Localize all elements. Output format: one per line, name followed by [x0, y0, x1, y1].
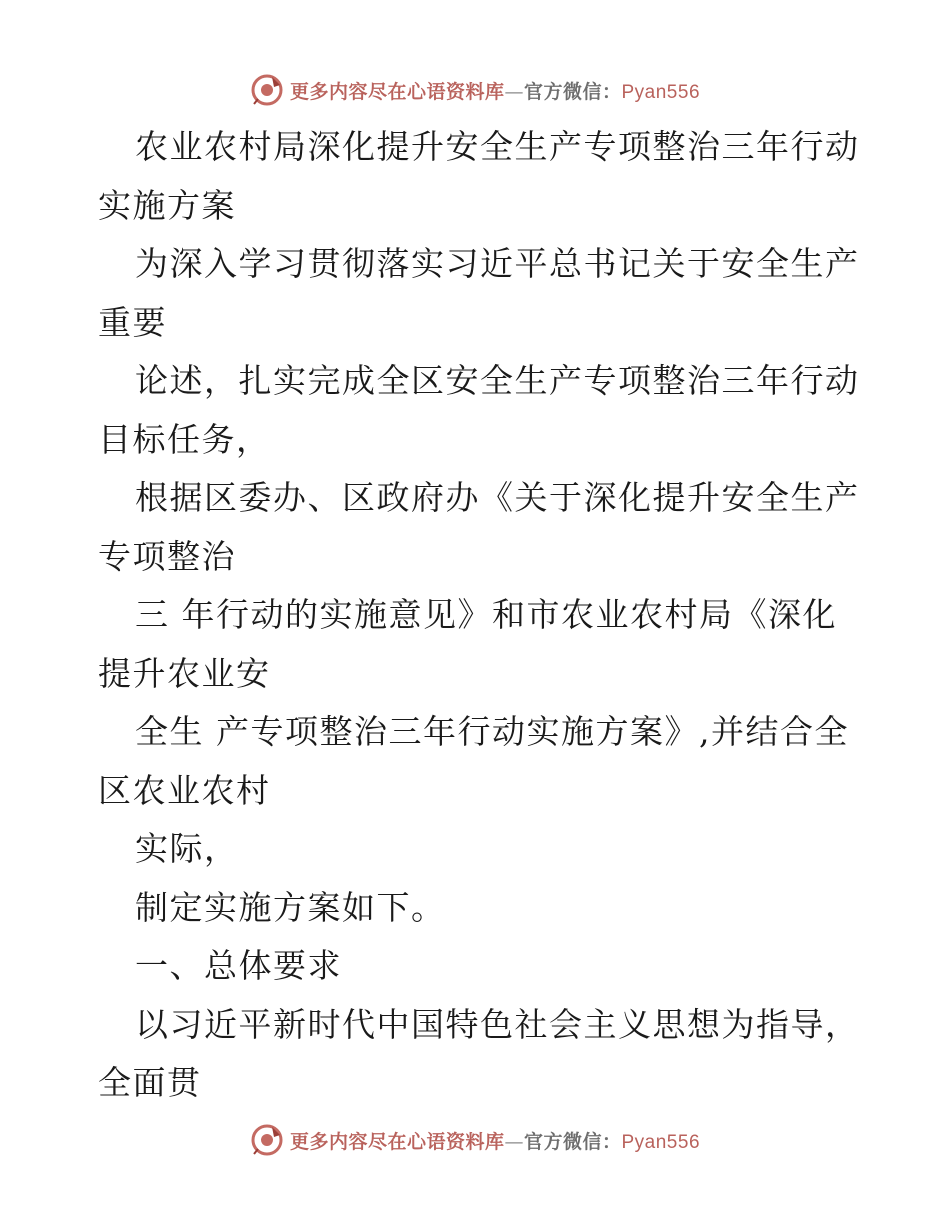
document-line: 实施方案 [98, 185, 236, 225]
document-line: 提升农业安 [98, 653, 271, 693]
document-line: 区农业农村 [98, 770, 271, 810]
banner-official-label: 官方微信： [523, 80, 622, 103]
document-line: 专项整治 [98, 536, 236, 576]
banner-dash: — [504, 80, 524, 103]
banner-official-label: 官方微信： [523, 1130, 622, 1153]
brand-logo-icon [250, 73, 284, 107]
brand-logo-icon [250, 1123, 284, 1157]
document-line: 论述，扎实完成全区安全生产专项整治三年行动 [135, 361, 860, 400]
document-body [98, 118, 858, 1113]
document-line: 重要 [98, 302, 167, 342]
banner-text [290, 77, 700, 104]
document-line: 制定实施方案如下。 [135, 887, 446, 927]
banner-wechat-id: Pyan556 [621, 81, 701, 103]
document-line: 实际， [135, 829, 239, 868]
footer-banner [0, 1118, 950, 1162]
document-line: 为深入学习贯彻落实习近平总书记关于安全生产 [135, 244, 860, 283]
document-line: 三 年行动的实施意见》和市农业农村局《深化 [135, 595, 837, 634]
banner-wechat-id: Pyan556 [621, 1131, 701, 1153]
document-line: 全生 产专项整治三年行动实施方案》,并结合全 [135, 712, 849, 751]
document-line: 全面贯 [98, 1063, 202, 1102]
document-line: 根据区委办、区政府办《关于深化提升安全生产 [135, 478, 860, 517]
banner-site-text: 更多内容尽在心语资料库 [289, 1130, 505, 1153]
banner-text [290, 1127, 700, 1154]
banner-site-text: 更多内容尽在心语资料库 [289, 80, 505, 103]
banner-dash: — [504, 1130, 524, 1153]
document-line: 目标任务， [98, 419, 271, 459]
document-line: 一、总体要求 [135, 946, 342, 985]
header-banner [0, 68, 950, 112]
document-line: 以习近平新时代中国特色社会主义思想为指导， [135, 1004, 860, 1044]
document-line: 农业农村局深化提升安全生产专项整治三年行动 [135, 127, 860, 166]
